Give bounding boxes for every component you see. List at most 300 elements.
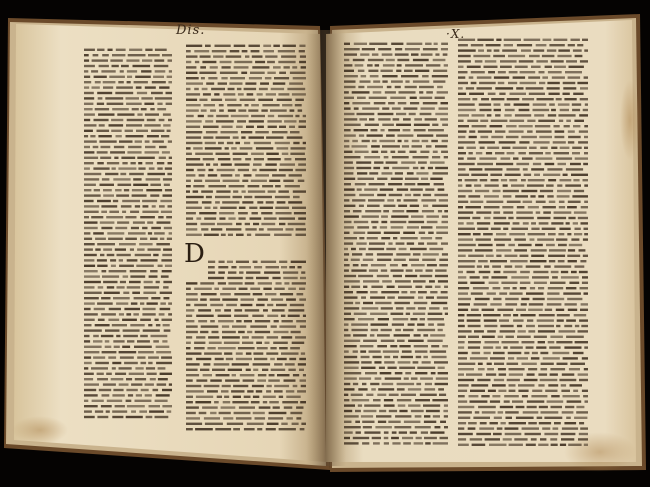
text-line-segment xyxy=(458,330,472,332)
text-line-segment xyxy=(389,410,397,412)
text-line-segment xyxy=(429,280,435,282)
text-line-segment xyxy=(512,400,523,402)
text-line-segment xyxy=(513,319,524,321)
text-line-segment xyxy=(271,88,284,90)
text-line-segment xyxy=(290,412,302,414)
text-line-segment xyxy=(84,216,89,218)
text-line-segment xyxy=(224,396,229,398)
text-line-segment xyxy=(439,107,449,109)
text-line-segment xyxy=(573,390,578,392)
text-line-segment xyxy=(137,356,145,358)
text-line-segment xyxy=(344,323,349,325)
text-line-segment xyxy=(186,298,198,300)
text-line-segment xyxy=(100,157,111,159)
text-line-segment xyxy=(536,201,546,203)
text-line-segment xyxy=(126,124,142,126)
text-line-segment xyxy=(426,269,433,271)
text-line-segment xyxy=(539,222,549,224)
text-line-segment xyxy=(84,227,98,229)
text-line-segment xyxy=(261,109,267,111)
text-line-segment xyxy=(168,205,173,207)
text-line-segment xyxy=(582,390,588,392)
text-line-segment xyxy=(377,253,393,255)
text-line-segment xyxy=(434,183,444,185)
text-line-segment xyxy=(106,410,110,412)
text-line-segment xyxy=(394,259,406,261)
text-line-segment xyxy=(168,140,172,142)
text-line-segment xyxy=(285,185,300,187)
text-line-segment xyxy=(458,352,468,354)
text-line-segment xyxy=(414,129,426,131)
text-line-segment xyxy=(216,120,234,122)
text-line-segment xyxy=(234,61,252,63)
text-line-segment xyxy=(397,188,408,190)
text-line-segment xyxy=(578,217,588,219)
text-line-segment xyxy=(157,162,164,164)
text-line-segment xyxy=(404,107,418,109)
text-line-segment xyxy=(584,346,588,348)
text-line-segment xyxy=(569,282,579,284)
text-line-segment xyxy=(296,228,306,230)
text-line-segment xyxy=(112,108,129,110)
text-line-segment xyxy=(344,329,348,331)
text-line-segment xyxy=(257,379,266,381)
text-line-segment xyxy=(237,120,246,122)
text-line-segment xyxy=(562,373,575,375)
text-line-segment xyxy=(394,334,410,336)
text-line-segment xyxy=(151,130,164,132)
text-line-segment xyxy=(186,336,192,338)
text-line-segment xyxy=(148,54,160,56)
text-line-segment xyxy=(196,358,211,360)
text-line-segment xyxy=(570,363,585,365)
text-line-segment xyxy=(378,118,390,120)
text-line-segment xyxy=(583,163,588,165)
text-line-segment xyxy=(558,103,570,105)
text-line-segment xyxy=(275,207,289,209)
text-line-segment xyxy=(414,334,421,336)
text-line-segment xyxy=(141,259,158,261)
text-line-segment xyxy=(284,120,296,122)
text-line-segment xyxy=(259,169,276,171)
text-line-segment xyxy=(362,383,366,385)
text-line-segment xyxy=(128,232,146,234)
text-line-segment xyxy=(377,345,387,347)
text-line-segment xyxy=(193,185,204,187)
text-line-segment xyxy=(517,357,528,359)
text-line-segment xyxy=(244,174,252,176)
text-line-segment xyxy=(369,350,381,352)
text-line-segment xyxy=(556,238,567,240)
text-line-segment xyxy=(542,228,556,230)
text-line-segment xyxy=(256,390,262,392)
text-line-segment xyxy=(441,151,448,153)
text-line-segment xyxy=(563,395,580,397)
text-line-segment xyxy=(531,438,537,440)
text-line-segment xyxy=(299,120,306,122)
text-line-segment xyxy=(557,195,570,197)
text-line-segment xyxy=(216,115,228,117)
text-line-segment xyxy=(270,347,276,349)
text-line-segment xyxy=(108,238,123,240)
text-line-segment xyxy=(355,183,366,185)
text-line-segment xyxy=(274,363,283,365)
text-line-segment xyxy=(353,59,365,61)
text-line-segment xyxy=(200,331,208,333)
text-line-segment xyxy=(423,48,438,50)
text-line-segment xyxy=(494,49,500,51)
text-line-segment xyxy=(84,173,101,175)
text-line-segment xyxy=(574,314,587,316)
text-line-segment xyxy=(354,221,368,223)
text-line-segment xyxy=(94,189,100,191)
text-line-segment xyxy=(410,205,419,207)
text-line-segment xyxy=(358,318,374,320)
text-line-segment xyxy=(344,302,353,304)
text-line-segment xyxy=(135,76,151,78)
text-line-segment xyxy=(517,336,531,338)
text-line-segment xyxy=(524,174,532,176)
text-line-segment xyxy=(500,325,513,327)
text-line-segment xyxy=(413,59,429,61)
text-line-segment xyxy=(91,216,103,218)
text-line-segment xyxy=(418,242,424,244)
text-line-segment xyxy=(111,119,123,121)
text-line-segment xyxy=(200,66,206,68)
text-line-segment xyxy=(423,205,428,207)
text-line-segment xyxy=(135,367,143,369)
text-line-segment xyxy=(288,315,300,317)
text-line-segment xyxy=(514,249,527,251)
text-line-segment xyxy=(282,320,293,322)
text-line-segment xyxy=(564,346,581,348)
text-line-segment xyxy=(416,356,422,358)
text-line-segment xyxy=(215,358,224,360)
text-line-segment xyxy=(414,302,428,304)
text-line-segment xyxy=(186,217,193,219)
text-line-segment xyxy=(289,126,295,128)
text-line-segment xyxy=(554,152,570,154)
text-line-segment xyxy=(517,325,522,327)
text-line-segment xyxy=(241,72,247,74)
text-line-segment xyxy=(381,221,387,223)
text-line-segment xyxy=(557,314,570,316)
text-line-segment xyxy=(126,416,143,418)
text-line-segment xyxy=(421,431,428,433)
text-line-segment xyxy=(244,428,255,430)
text-line-segment xyxy=(162,54,172,56)
text-line-segment xyxy=(352,253,362,255)
text-line-segment xyxy=(292,423,299,425)
text-line-segment xyxy=(424,388,435,390)
text-line-segment xyxy=(561,276,579,278)
text-line-segment xyxy=(283,45,296,47)
text-line-segment xyxy=(150,184,161,186)
text-line-segment xyxy=(504,400,510,402)
text-line-segment xyxy=(112,362,121,364)
text-line-segment xyxy=(107,286,114,288)
text-line-segment xyxy=(384,404,395,406)
text-line-segment xyxy=(93,232,104,234)
text-line-segment xyxy=(110,59,122,61)
text-line-segment xyxy=(300,428,305,430)
text-line-segment xyxy=(568,249,575,251)
text-line-segment xyxy=(478,406,496,408)
text-line-segment xyxy=(503,314,511,316)
text-line-segment xyxy=(203,158,215,160)
text-line-segment xyxy=(148,232,152,234)
text-line-segment xyxy=(155,416,169,418)
text-line-segment xyxy=(300,55,306,57)
text-line-segment xyxy=(444,426,448,428)
text-line-segment xyxy=(377,259,391,261)
text-line-segment xyxy=(527,373,535,375)
text-line-segment xyxy=(499,141,516,143)
text-line-segment xyxy=(375,64,380,66)
text-line-segment xyxy=(418,161,427,163)
text-line-segment xyxy=(531,255,544,257)
stain-bottom-right xyxy=(564,432,636,472)
text-line-segment xyxy=(390,345,397,347)
text-line-segment xyxy=(278,61,295,63)
text-line-segment xyxy=(498,71,506,73)
text-line-segment xyxy=(289,82,303,84)
text-line-segment xyxy=(186,120,202,122)
text-line-segment xyxy=(458,444,469,446)
text-line-segment xyxy=(422,140,429,142)
text-line-segment xyxy=(363,302,373,304)
text-line-segment xyxy=(186,234,202,236)
text-line-segment xyxy=(157,103,162,105)
text-line-segment xyxy=(574,233,582,235)
text-line-segment xyxy=(272,131,288,133)
text-line-segment xyxy=(186,379,193,381)
text-line-segment xyxy=(538,373,547,375)
text-line-segment xyxy=(496,249,511,251)
text-line-segment xyxy=(186,93,200,95)
text-line-segment xyxy=(414,124,430,126)
text-line-segment xyxy=(531,249,547,251)
text-line-segment xyxy=(147,173,165,175)
text-line-segment xyxy=(421,167,425,169)
text-line-segment xyxy=(369,118,374,120)
text-line-segment xyxy=(365,124,379,126)
text-line-segment xyxy=(468,341,481,343)
text-line-segment xyxy=(393,356,398,358)
text-line-segment xyxy=(84,275,100,277)
text-line-segment xyxy=(84,205,99,207)
text-line-segment xyxy=(511,184,524,186)
text-line-segment xyxy=(167,130,171,132)
text-line-segment xyxy=(584,201,588,203)
text-line-segment xyxy=(159,205,165,207)
text-line-segment xyxy=(159,157,166,159)
text-line-segment xyxy=(561,390,570,392)
text-line-segment xyxy=(565,71,582,73)
text-line-segment xyxy=(411,410,424,412)
text-line-segment xyxy=(545,309,552,311)
text-line-segment xyxy=(529,55,540,57)
text-line-segment xyxy=(344,399,349,401)
text-line-segment xyxy=(275,196,290,198)
text-line-segment xyxy=(458,71,468,73)
text-line-segment xyxy=(344,48,360,50)
text-line-segment xyxy=(523,201,533,203)
text-line-segment xyxy=(372,140,377,142)
text-line-segment xyxy=(273,342,288,344)
text-line-segment xyxy=(506,336,514,338)
text-line-segment xyxy=(234,66,249,68)
text-line-segment xyxy=(396,124,411,126)
text-line-segment xyxy=(484,319,497,321)
text-line-segment xyxy=(101,205,117,207)
text-line-segment xyxy=(162,405,172,407)
text-line-segment xyxy=(541,363,554,365)
text-line-segment xyxy=(380,226,387,228)
text-line-segment xyxy=(267,385,272,387)
text-line-segment xyxy=(494,211,501,213)
text-line-segment xyxy=(566,168,583,170)
text-line-segment xyxy=(363,286,367,288)
text-line-segment xyxy=(443,410,448,412)
text-line-segment xyxy=(458,168,466,170)
text-line-segment xyxy=(495,130,506,132)
text-line-segment xyxy=(123,292,129,294)
text-line-segment xyxy=(226,228,241,230)
text-line-segment xyxy=(161,135,169,137)
text-line-segment xyxy=(480,120,488,122)
text-line-segment xyxy=(484,217,490,219)
text-line-segment xyxy=(208,271,215,273)
text-line-segment xyxy=(264,217,277,219)
text-line-segment xyxy=(98,286,104,288)
text-line-segment xyxy=(112,65,119,67)
text-line-segment xyxy=(250,288,260,290)
text-line-segment xyxy=(580,60,588,62)
text-line-segment xyxy=(477,228,488,230)
text-line-segment xyxy=(485,438,500,440)
text-line-segment xyxy=(215,428,231,430)
text-line-segment xyxy=(497,427,503,429)
text-line-segment xyxy=(505,303,517,305)
text-line-segment xyxy=(505,427,519,429)
text-line-segment xyxy=(373,91,382,93)
text-line-segment xyxy=(561,271,568,273)
text-line-segment xyxy=(369,97,387,99)
text-line-segment xyxy=(250,325,267,327)
text-line-segment xyxy=(388,129,400,131)
text-line-segment xyxy=(432,124,438,126)
text-line-segment xyxy=(575,341,588,343)
text-line-segment xyxy=(206,82,214,84)
text-line-segment xyxy=(295,336,306,338)
text-line-segment xyxy=(458,433,473,435)
text-line-segment xyxy=(444,415,448,417)
text-line-segment xyxy=(379,367,385,369)
text-line-segment xyxy=(499,93,505,95)
text-line-segment xyxy=(286,396,300,398)
text-line-segment xyxy=(101,297,110,299)
text-line-segment xyxy=(479,82,496,84)
text-line-segment xyxy=(121,157,135,159)
text-line-segment xyxy=(154,65,169,67)
text-line-segment xyxy=(404,421,421,423)
text-line-segment xyxy=(93,335,99,337)
text-line-segment xyxy=(544,417,562,419)
text-line-segment xyxy=(540,379,558,381)
text-line-segment xyxy=(529,303,543,305)
text-line-segment xyxy=(84,270,98,272)
text-line-segment xyxy=(362,421,374,423)
text-line-segment xyxy=(393,275,402,277)
text-line-segment xyxy=(417,183,429,185)
text-line-segment xyxy=(407,172,414,174)
text-line-segment xyxy=(458,190,472,192)
text-line-segment xyxy=(378,421,386,423)
text-line-segment xyxy=(552,76,565,78)
text-line-segment xyxy=(516,406,525,408)
text-line-segment xyxy=(469,130,475,132)
text-line-segment xyxy=(437,296,448,298)
text-line-segment xyxy=(234,293,250,295)
text-line-segment xyxy=(263,396,276,398)
text-line-segment xyxy=(496,244,505,246)
text-line-segment xyxy=(408,221,424,223)
text-line-segment xyxy=(256,342,262,344)
text-line-segment xyxy=(245,82,256,84)
text-line-segment xyxy=(115,373,126,375)
text-line-segment xyxy=(195,153,213,155)
text-line-segment xyxy=(119,351,137,353)
text-line-segment xyxy=(530,260,547,262)
text-line-segment xyxy=(563,174,568,176)
text-line-segment xyxy=(236,352,243,354)
text-line-segment xyxy=(397,399,411,401)
text-line-segment xyxy=(97,151,108,153)
text-line-segment xyxy=(469,93,484,95)
text-line-segment xyxy=(196,396,213,398)
text-line-segment xyxy=(258,374,267,376)
text-line-segment xyxy=(466,87,474,89)
text-line-segment xyxy=(527,406,537,408)
text-line-segment xyxy=(194,347,205,349)
text-line-segment xyxy=(506,136,519,138)
text-line-segment xyxy=(554,66,566,68)
text-line-segment xyxy=(399,345,410,347)
text-line-segment xyxy=(381,269,387,271)
text-line-segment xyxy=(532,276,549,278)
text-line-segment xyxy=(435,269,446,271)
text-line-segment xyxy=(505,411,519,413)
text-line-segment xyxy=(401,394,416,396)
text-line-segment xyxy=(458,157,464,159)
text-line-segment xyxy=(84,103,93,105)
text-line-segment xyxy=(84,200,94,202)
text-line-segment xyxy=(568,141,574,143)
text-line-segment xyxy=(546,244,555,246)
text-line-segment xyxy=(379,410,386,412)
text-line-segment xyxy=(107,103,124,105)
text-line-segment xyxy=(361,367,375,369)
text-line-segment xyxy=(547,82,559,84)
text-line-segment xyxy=(186,374,199,376)
text-line-segment xyxy=(422,361,431,363)
text-line-segment xyxy=(103,383,116,385)
text-line-segment xyxy=(428,323,434,325)
text-line-segment xyxy=(442,345,448,347)
text-line-segment xyxy=(186,282,197,284)
text-line-segment xyxy=(222,385,231,387)
